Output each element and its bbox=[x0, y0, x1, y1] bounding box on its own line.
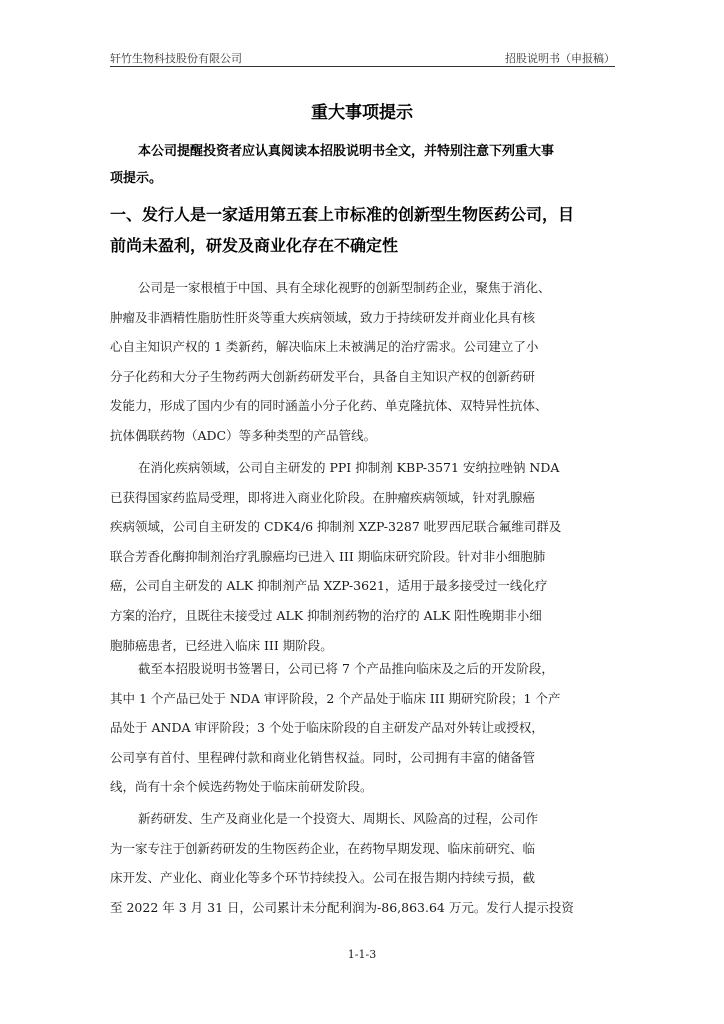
section-heading-line: 前尚未盈利，研发及商业化存在不确定性 bbox=[110, 236, 399, 255]
paragraph-line: 品处于 ANDA 审评阶段；3 个处于临床阶段的自主研发产品对外转让或授权， bbox=[110, 720, 544, 736]
paragraph-line: 已获得国家药监局受理，即将进入商业化阶段。在肿瘤疾病领域，针对乳腺癌 bbox=[110, 489, 536, 505]
paragraph-line: 胞肺癌患者，已经进入临床 III 期阶段。 bbox=[110, 637, 333, 653]
paragraph-line: 联合芳香化酶抑制剂治疗乳腺癌均已进入 III 期临床研究阶段。针对非小细胞肺 bbox=[110, 548, 546, 564]
paragraph-line: 肿瘤及非酒精性脂肪性肝炎等重大疾病领域，致力于持续研发并商业化具有核 bbox=[110, 309, 536, 325]
paragraph-line: 抗体偶联药物（ADC）等多种类型的产品管线。 bbox=[110, 427, 377, 443]
section-heading bbox=[110, 199, 620, 261]
body-paragraph-pipeline bbox=[110, 453, 620, 660]
paragraph-line: 线，尚有十余个候选药物处于临床前研发阶段。 bbox=[110, 779, 373, 795]
paragraph-line: 分子化药和大分子生物药两大创新药研发平台，具备自主知识产权的创新药研 bbox=[110, 368, 536, 384]
reminder-line: 本公司提醒投资者应认真阅读本招股说明书全文，并特别注意下列重大事 bbox=[138, 144, 555, 159]
reminder-line: 项提示。 bbox=[110, 171, 163, 186]
paragraph-line: 新药研发、生产及商业化是一个投资大、周期长、风险高的过程，公司作 bbox=[138, 811, 539, 826]
page-number: 1-1-3 bbox=[347, 948, 377, 961]
body-paragraph-risk bbox=[110, 804, 620, 922]
paragraph-line: 床开发、产业化、商业化等多个环节持续投入。公司在报告期内持续亏损，截 bbox=[110, 870, 536, 886]
page-title: 重大事项提示 bbox=[311, 103, 413, 123]
paragraph-line: 公司是一家根植于中国、具有全球化视野的创新型制药企业，聚焦于消化、 bbox=[138, 280, 551, 295]
paragraph-line: 公司享有首付、里程碑付款和商业化销售权益。同时，公司拥有丰富的储备管 bbox=[110, 749, 536, 765]
section-heading-line: 一、发行人是一家适用第五套上市标准的创新型生物医药公司，目 bbox=[110, 205, 575, 224]
paragraph-line: 至 2022 年 3 月 31 日，公司累计未分配利润为-86,863.64 万元。发行人提示投资 bbox=[110, 899, 574, 915]
body-paragraph-clinical-stage bbox=[110, 654, 620, 802]
paragraph-line: 在消化疾病领域，公司自主研发的 PPI 抑制剂 KBP-3571 安纳拉唑钠 NDA bbox=[138, 460, 560, 475]
reminder-paragraph bbox=[110, 138, 620, 192]
header-company-name: 轩竹生物科技股份有限公司 bbox=[110, 52, 242, 65]
paragraph-line: 方案的治疗，且既往未接受过 ALK 抑制剂药物的治疗的 ALK 阳性晚期非小细 bbox=[110, 607, 542, 623]
header-document-type: 招股说明书（申报稿） bbox=[505, 52, 615, 65]
paragraph-line: 癌，公司自主研发的 ALK 抑制剂产品 XZP-3621，适用于最多接受过一线化疗 bbox=[110, 578, 548, 594]
paragraph-line: 发能力，形成了国内少有的同时涵盖小分子化药、单克隆抗体、双特异性抗体、 bbox=[110, 398, 548, 414]
paragraph-line: 疾病领域，公司自主研发的 CDK4/6 抑制剂 XZP-3287 吡罗西尼联合氟维司群及 bbox=[110, 519, 562, 535]
paragraph-line: 截至本招股说明书签署日，公司已将 7 个产品推向临床及之后的开发阶段， bbox=[138, 661, 554, 676]
paragraph-line: 心自主知识产权的 1 类新药，解决临床上未被满足的治疗需求。公司建立了小 bbox=[110, 339, 539, 355]
body-paragraph-company-overview bbox=[110, 273, 620, 451]
paragraph-line: 其中 1 个产品已处于 NDA 审评阶段，2 个产品处于临床 III 期研究阶段；1 个产 bbox=[110, 690, 561, 706]
paragraph-line: 为一家专注于创新药研发的生物医药企业，在药物早期发现、临床前研究、临 bbox=[110, 840, 536, 856]
running-header bbox=[110, 48, 615, 67]
